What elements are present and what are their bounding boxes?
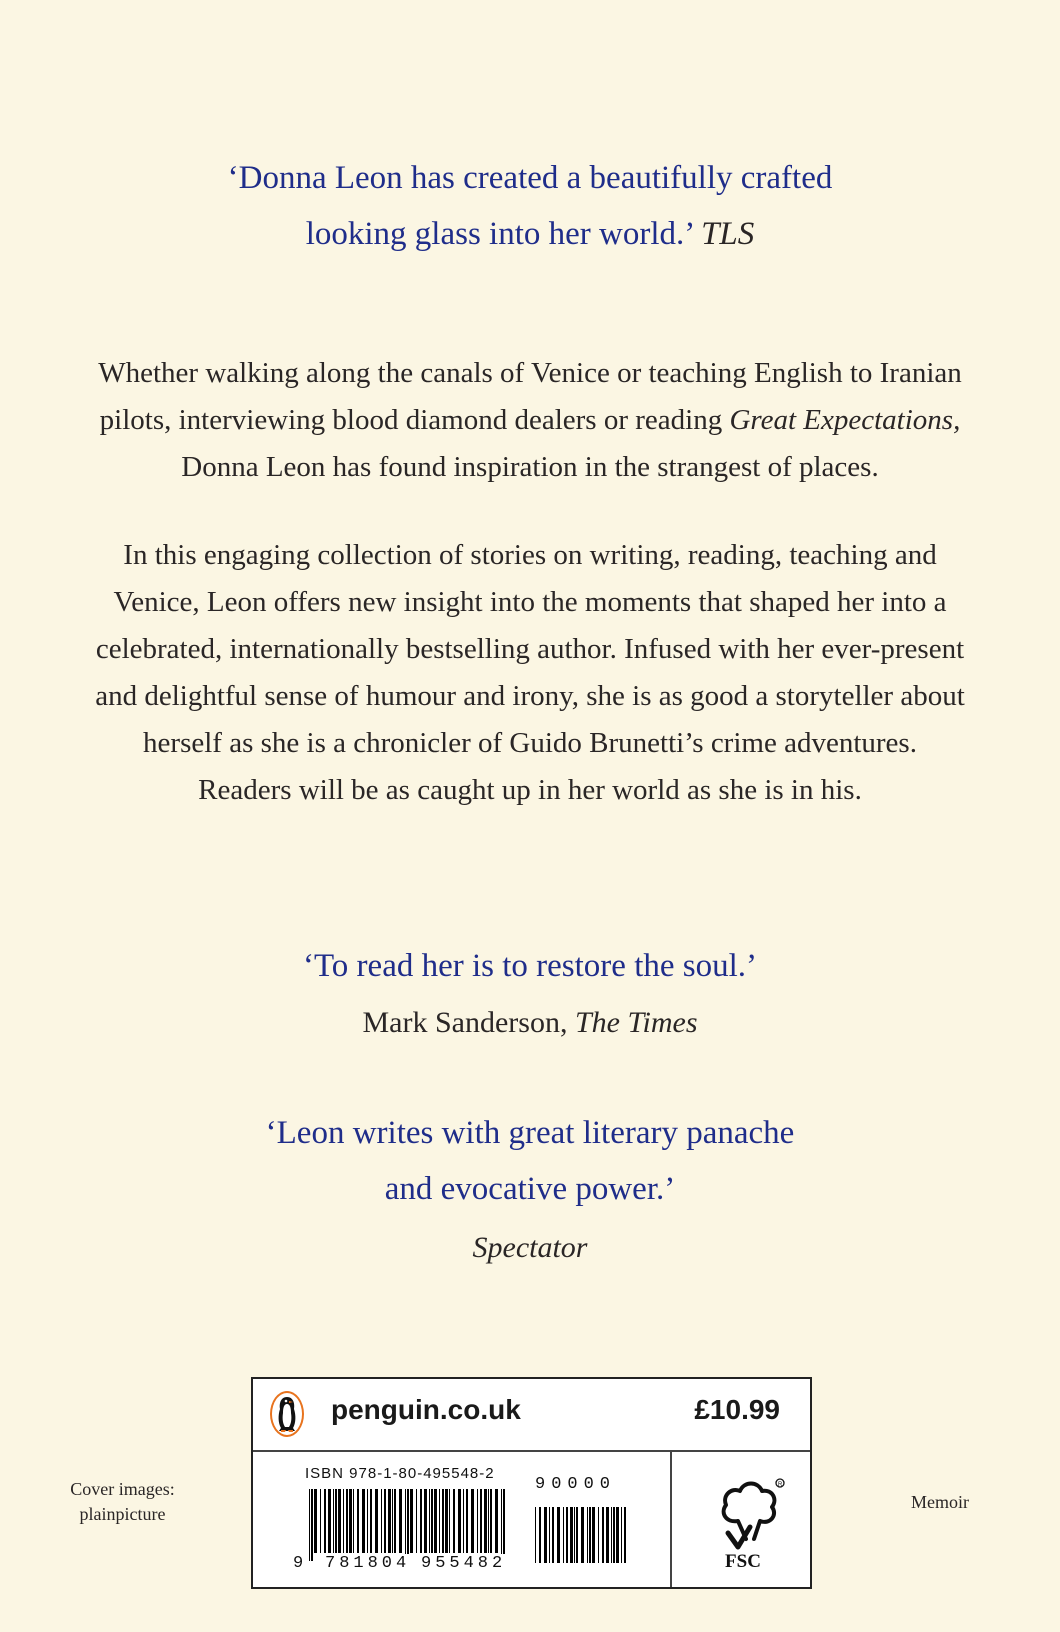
barcode-bar — [410, 1489, 413, 1553]
barcode-bar — [566, 1507, 568, 1563]
barcode-bar — [495, 1489, 498, 1553]
barcode-bar — [399, 1489, 402, 1553]
barcode-bar — [616, 1507, 619, 1563]
penguin-logo-icon — [269, 1390, 305, 1438]
barcode-bar — [488, 1489, 489, 1553]
barcode-bar — [503, 1489, 505, 1561]
quote-3-source: Spectator — [472, 1231, 588, 1264]
barcode-bar — [343, 1489, 344, 1553]
barcode-bar — [563, 1507, 564, 1563]
quote-2-publication: The Times — [574, 1006, 698, 1039]
barcode-bar — [362, 1489, 365, 1553]
barcode-bar — [557, 1507, 560, 1563]
barcode-bar — [471, 1489, 474, 1553]
ean-digits-group-2: 955482 — [421, 1554, 507, 1573]
barcode-bar — [621, 1507, 622, 1563]
barcode-bar — [490, 1489, 492, 1553]
blurb-2-line-5: herself as she is a chronicler of Guido Brunetti’s crime adventures. — [143, 727, 917, 759]
barcode-bar — [484, 1489, 487, 1553]
barcode-bar — [381, 1489, 382, 1553]
barcode-bar — [576, 1507, 578, 1563]
svg-text:R: R — [778, 1482, 783, 1488]
barcode-bar — [353, 1489, 354, 1553]
barcode-bar — [574, 1507, 575, 1563]
barcode-bar — [429, 1489, 430, 1553]
blurb-2-line-6: Readers will be as caught up in her world as she is in his. — [198, 774, 862, 806]
barcode-bar — [309, 1489, 310, 1561]
genre-label: Memoir — [911, 1492, 969, 1512]
quote-1 — [0, 150, 1060, 262]
barcode-bar — [407, 1489, 409, 1561]
barcode-bar — [367, 1489, 368, 1553]
blurb-paragraph-2 — [30, 532, 1030, 814]
barcode-bar — [606, 1507, 609, 1563]
cover-credit: Cover images: plainpicture — [70, 1479, 175, 1524]
barcode-bar — [346, 1489, 348, 1553]
barcode-box-header — [253, 1379, 810, 1452]
barcode-bar — [384, 1489, 386, 1553]
barcode-bar — [589, 1507, 591, 1563]
barcode-bar — [501, 1489, 502, 1561]
barcode-bar — [392, 1489, 393, 1553]
isbn-label: ISBN 978-1-80-495548-2 — [305, 1465, 495, 1482]
website-label: penguin.co.uk — [331, 1394, 521, 1425]
barcode-bar — [477, 1489, 478, 1553]
barcode-bar — [324, 1489, 326, 1553]
barcode-bar — [592, 1507, 595, 1563]
blurb-2-line-2: Venice, Leon offers new insight into the moments that shaped her into a — [113, 586, 947, 618]
quote-3 — [0, 1105, 1060, 1217]
barcode-bar — [370, 1489, 372, 1553]
quote-2-attribution: Mark Sanderson, The Times — [362, 1006, 698, 1039]
barcode-bar — [349, 1489, 352, 1553]
barcode-bar — [598, 1507, 599, 1563]
barcode-bar — [449, 1489, 450, 1553]
barcode-bar — [335, 1489, 337, 1553]
quote-1-line-1: ‘Donna Leon has created a beautifully crafted — [227, 160, 833, 196]
barcode-bar — [544, 1507, 547, 1563]
quote-1-source: TLS — [701, 216, 755, 252]
barcode-bar — [333, 1489, 334, 1553]
barcode-bar — [624, 1507, 626, 1563]
barcode-bar — [463, 1489, 464, 1553]
barcode-bar — [458, 1489, 461, 1553]
barcode-bar — [314, 1489, 317, 1553]
quote-2: ‘To read her is to restore the soul.’ — [302, 948, 758, 984]
barcode-bar — [445, 1489, 448, 1553]
fsc-label: FSC — [725, 1551, 761, 1572]
barcode-bar — [375, 1489, 378, 1553]
barcode-bar — [394, 1489, 396, 1553]
barcode-bar — [434, 1489, 437, 1553]
blurb-1-line-3: Donna Leon has found inspiration in the strangest of places. — [181, 451, 879, 483]
barcode-bar — [357, 1489, 359, 1553]
barcode-bar — [420, 1489, 422, 1553]
barcode-bar — [611, 1507, 612, 1563]
barcode-bar — [405, 1489, 406, 1561]
barcode-bar — [431, 1489, 433, 1553]
barcode-bar — [581, 1507, 584, 1563]
barcode-bar — [602, 1507, 604, 1563]
blurb-paragraph-1 — [30, 350, 1030, 491]
barcode-bar — [480, 1489, 482, 1553]
book-title-great-expectations: Great Expectations, — [729, 404, 961, 436]
blurb-2-line-4: and delightful sense of humour and irony, she is as good a storyteller about — [95, 680, 965, 712]
barcode-bar — [311, 1489, 313, 1561]
barcode-bar — [320, 1489, 321, 1553]
barcode-box — [251, 1377, 812, 1589]
quote-3-attribution — [0, 1228, 1060, 1268]
barcode-bar — [424, 1489, 427, 1553]
barcode-bar — [552, 1507, 554, 1563]
barcode-bar — [587, 1507, 588, 1563]
barcode-box-divider — [670, 1452, 672, 1587]
barcode-bar — [328, 1489, 331, 1553]
barcode-bar — [442, 1489, 444, 1553]
quote-1-line-2: looking glass into her world.’ TLS — [305, 216, 755, 252]
price-label: £10.99 — [694, 1394, 780, 1425]
quote-3-line-2: and evocative power.’ — [384, 1171, 676, 1207]
ean-lead-digit: 9 — [293, 1554, 304, 1573]
quote-3-line-1: ‘Leon writes with great literary panache — [265, 1115, 795, 1151]
barcode-bar — [416, 1489, 417, 1553]
blurb-1-line-2: pilots, interviewing blood diamond dealers or reading Great Expectations, — [99, 404, 961, 436]
blurb-2-line-3: celebrated, internationally bestselling author. Infused with her ever-present — [95, 633, 965, 665]
barcode-bar — [453, 1489, 455, 1553]
ean-digits-group-1: 781804 — [325, 1554, 411, 1573]
barcode-bar — [549, 1507, 550, 1563]
barcode-bar — [613, 1507, 615, 1563]
barcode-bar — [338, 1489, 341, 1553]
blurb-1-line-1: Whether walking along the canals of Venice or teaching English to Iranian — [98, 357, 962, 389]
barcode-bar — [535, 1507, 536, 1563]
price-code-digits: 90000 — [535, 1475, 617, 1494]
barcode-bar — [439, 1489, 440, 1553]
barcode-bar — [570, 1507, 573, 1563]
barcode-bar — [388, 1489, 391, 1553]
barcode-bar — [539, 1507, 541, 1563]
blurb-2-line-1: In this engaging collection of stories on writing, reading, teaching and — [123, 539, 937, 571]
barcode-bar — [466, 1489, 468, 1553]
